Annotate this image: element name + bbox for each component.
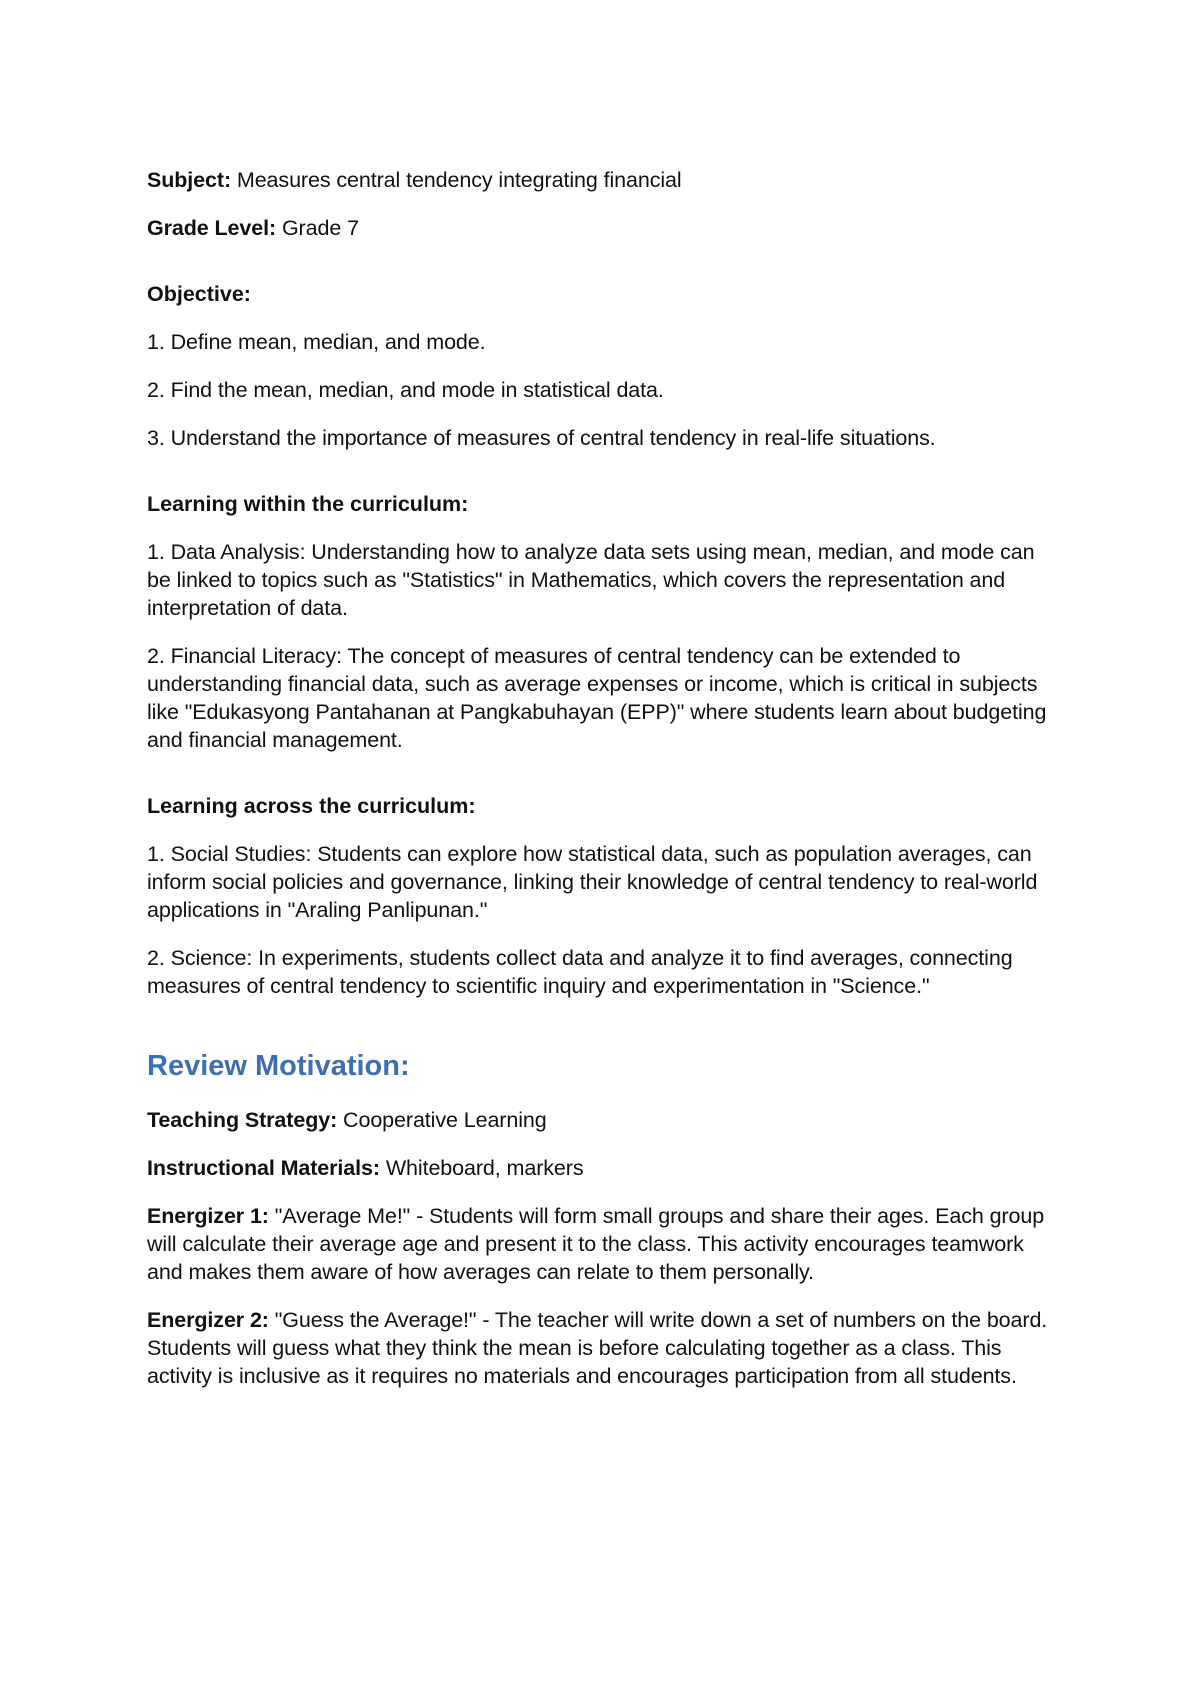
energizer-1-label: Energizer 1: [147,1204,269,1228]
across-curriculum-item: 1. Social Studies: Students can explore how statistical data, such as population averages, can inform social policies and governance, linking their knowledge of central tendency to real-world applications in "Araling Panlipunan." [147,842,1038,922]
teaching-strategy-label: Teaching Strategy: [147,1108,338,1132]
grade-level-value: Grade 7 [281,216,359,240]
energizer-1-text: "Average Me!" - Students will form small groups and share their ages. Each group will calculate their average age and present it to the class. This activity encourages teamwork and makes them aware of how averages can relate to them personally. [147,1204,1045,1284]
subject-value: Measures central tendency integrating financial [236,168,682,192]
objective-item: 1. Define mean, median, and mode. [147,330,486,354]
energizer-2-text: "Guess the Average!" - The teacher will write down a set of numbers on the board. Students will guess what they think the mean is before calculating together as a class. This activity is inclusive as it requires no materials and encourages participation from all students. [147,1308,1048,1388]
instructional-materials-value: Whiteboard, markers [385,1156,584,1180]
energizer-2-label: Energizer 2: [147,1308,269,1332]
teaching-strategy-line [147,1106,1060,1134]
energizer-1 [147,1202,1060,1286]
instructional-materials-line [147,1154,1060,1182]
subject-line [147,166,1060,194]
within-curriculum-item: 1. Data Analysis: Understanding how to analyze data sets using mean, median, and mode can be linked to topics such as "Statistics" in Mathematics, which covers the representation and interpretation of data. [147,540,1035,620]
within-curriculum-heading: Learning within the curriculum: [147,492,469,516]
objective-heading: Objective: [147,282,251,306]
instructional-materials-label: Instructional Materials: [147,1156,380,1180]
objective-item: 2. Find the mean, median, and mode in statistical data. [147,378,664,402]
subject-label: Subject: [147,168,232,192]
energizer-2 [147,1306,1060,1390]
grade-level-line [147,214,1060,242]
across-curriculum-heading: Learning across the curriculum: [147,794,476,818]
grade-level-label: Grade Level: [147,216,277,240]
within-curriculum-item: 2. Financial Literacy: The concept of measures of central tendency can be extended to understanding financial data, such as average expenses or income, which is critical in subjects like "Edukasyong Pantahanan at Pangkabuhayan (EPP)" where students learn about budgeting and financial management. [147,644,1047,752]
review-motivation-title: Review Motivation: [147,1050,410,1082]
teaching-strategy-value: Cooperative Learning [343,1108,547,1132]
objective-item: 3. Understand the importance of measures of central tendency in real-life situations. [147,426,936,450]
across-curriculum-item: 2. Science: In experiments, students collect data and analyze it to find averages, connecting measures of central tendency to scientific inquiry and experimentation in "Science." [147,946,1013,998]
